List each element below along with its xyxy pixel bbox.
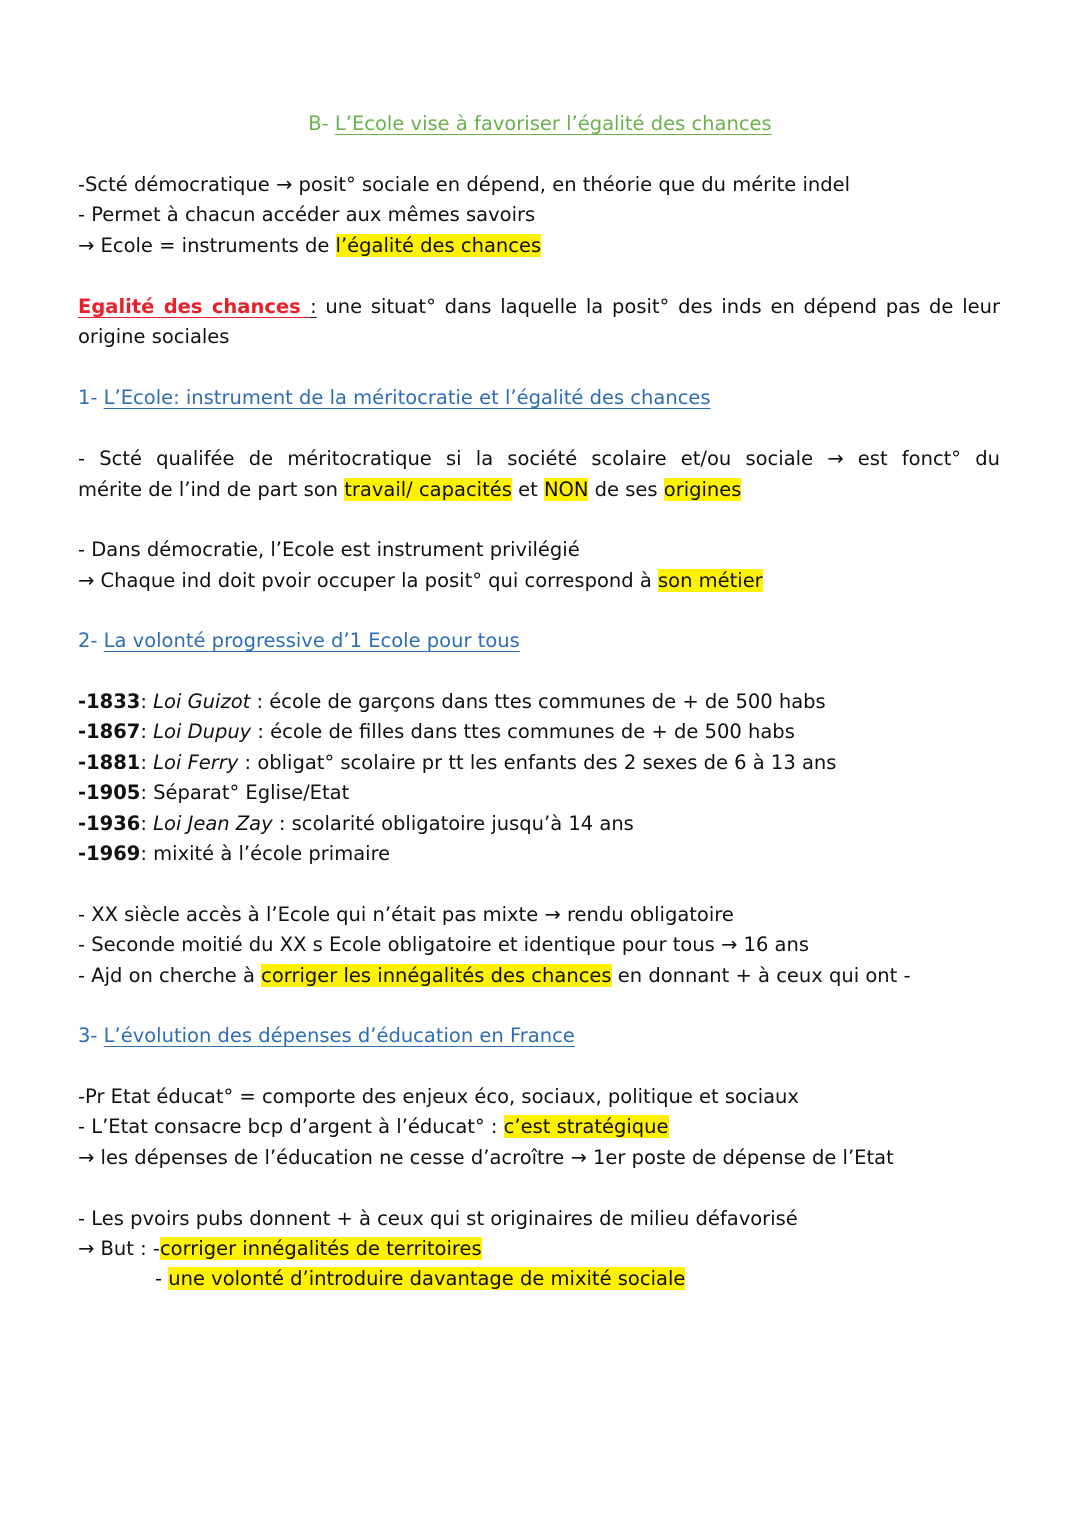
- s1-paragraph-1-line-1: - Scté qualifée de méritocratique si la société scolaire et/ou sociale → est fonct° du: [78, 447, 1000, 470]
- section-1-heading: 1- L’Ecole: instrument de la méritocratie et l’égalité des chances: [78, 386, 711, 409]
- s3-line-4: - Les pvoirs pubs donnent + à ceux qui st originaires de milieu défavorisé: [78, 1207, 798, 1230]
- highlight: corriger innégalités de territoires: [159, 1237, 482, 1260]
- highlight: l’égalité des chances: [335, 234, 542, 257]
- s3-line-5: → But : -corriger innégalités de territoires: [78, 1237, 482, 1260]
- s2-bullet-1: - XX siècle accès à l’Ecole qui n’était pas mixte → rendu obligatoire: [78, 903, 734, 926]
- timeline-item: -1881: Loi Ferry : obligat° scolaire pr tt les enfants des 2 sexes de 6 à 13 ans: [78, 751, 837, 774]
- s3-line-1: -Pr Etat éducat° = comporte des enjeux éco, sociaux, politique et sociaux: [78, 1085, 799, 1108]
- s1-paragraph-1-line-2: mérite de l’ind de part son travail/ capacités et NON de ses origines: [78, 478, 742, 501]
- timeline-item: -1936: Loi Jean Zay : scolarité obligatoire jusqu’à 14 ans: [78, 812, 634, 835]
- s1-paragraph-2-line-1: - Dans démocratie, l’Ecole est instrument privilégié: [78, 538, 580, 561]
- definition-term: Egalité des chances: [78, 295, 311, 318]
- timeline-item: -1969: mixité à l’école primaire: [78, 842, 391, 865]
- definition-line-2: origine sociales: [78, 325, 230, 348]
- s1-paragraph-2-line-2: → Chaque ind doit pvoir occuper la posit° qui correspond à son métier: [78, 569, 763, 592]
- highlight: une volonté d’introduire davantage de mixité sociale: [168, 1267, 686, 1290]
- highlight: travail/ capacités: [344, 478, 512, 501]
- timeline-item: -1833: Loi Guizot : école de garçons dans ttes communes de + de 500 habs: [78, 690, 826, 713]
- intro-line-1: -Scté démocratique → posit° sociale en dépend, en théorie que du mérite indel: [78, 173, 851, 196]
- highlight: origines: [663, 478, 742, 501]
- section-2-heading: 2- La volonté progressive d’1 Ecole pour tous: [78, 629, 520, 652]
- intro-line-3: → Ecole = instruments de l’égalité des chances: [78, 234, 542, 257]
- highlight: NON: [543, 478, 589, 501]
- definition-line-1: Egalité des chances : une situat° dans laquelle la posit° des inds en dépend pas de leur: [78, 295, 1000, 318]
- s3-line-2: - L’Etat consacre bcp d’argent à l’éducat° : c’est stratégique: [78, 1115, 669, 1138]
- timeline-item: -1905: Séparat° Eglise/Etat: [78, 781, 350, 804]
- s3-line-6: - une volonté d’introduire davantage de mixité sociale: [155, 1267, 686, 1290]
- highlight: c’est stratégique: [503, 1115, 669, 1138]
- section-3-heading: 3- L’évolution des dépenses d’éducation en France: [78, 1024, 575, 1047]
- highlight: corriger les innégalités des chances: [261, 964, 612, 987]
- section-b-title: B- L’Ecole vise à favoriser l’égalité des chances: [308, 112, 772, 135]
- s2-bullet-3: - Ajd on cherche à corriger les innégalités des chances en donnant + à ceux qui ont -: [78, 964, 911, 987]
- intro-line-2: - Permet à chacun accéder aux mêmes savoirs: [78, 203, 536, 226]
- s3-line-3: → les dépenses de l’éducation ne cesse d’acroître → 1er poste de dépense de l’Etat: [78, 1146, 894, 1169]
- s2-bullet-2: - Seconde moitié du XX s Ecole obligatoire et identique pour tous → 16 ans: [78, 933, 810, 956]
- timeline-item: -1867: Loi Dupuy : école de filles dans ttes communes de + de 500 habs: [78, 720, 795, 743]
- highlight: son métier: [657, 569, 763, 592]
